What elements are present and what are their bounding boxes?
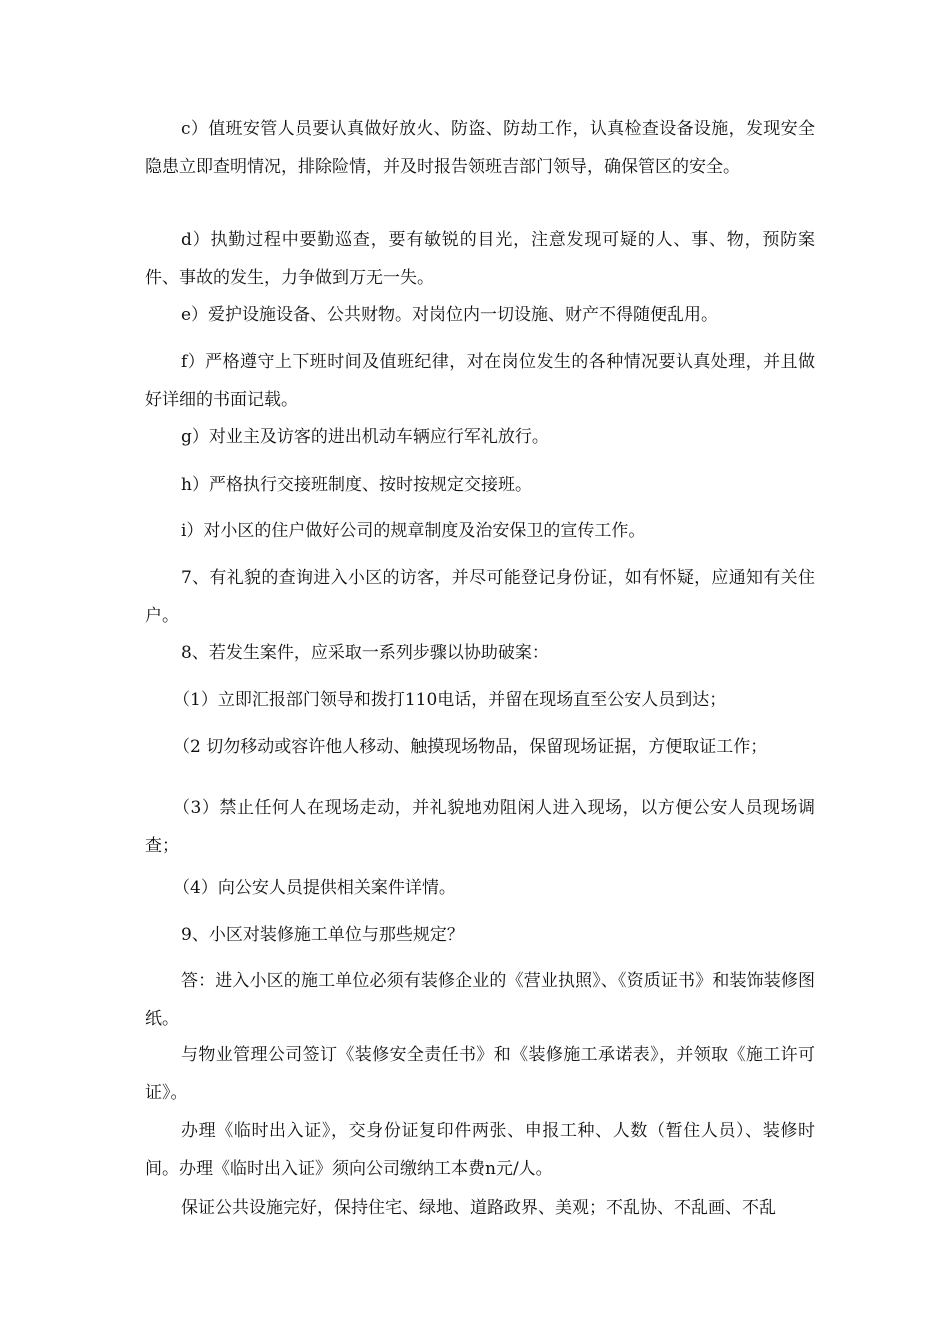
paragraph-8-step-1: （1）立即汇报部门领导和拨打110电话，并留在现场直至公安人员到达； [173,690,727,710]
paragraph-answer: 答：进入小区的施工单位必须有装修企业的《营业执照》、《资质证书》和装饰装修图纸。 [145,971,815,1029]
paragraph-7: 7、有礼貌的查询进入小区的访客，并尽可能登记身份证，如有怀疑，应通知有关住户。 [145,568,815,626]
paragraph-8-step-3: （3）禁止任何人在现场走动，并礼貌地劝阻闲人进入现场，以方便公安人员现场调查； [145,798,815,856]
paragraph-8: 8、若发生案件，应采取一系列步骤以协助破案： [181,643,549,663]
paragraph-pass: 办理《临时出入证》，交身份证复印件两张、申报工种、人数（暂住人员）、装修时间。办理《临时出入证》须向公司缴纳工本费n元/人。 [145,1121,815,1179]
paragraph-8-step-2: （2 切勿移动或容许他人移动、触摸现场物品，保留现场证据，方便取证工作； [173,737,768,757]
paragraph-9: 9、小区对装修施工单位与那些规定？ [181,925,464,945]
paragraph-contract: 与物业管理公司签订《装修安全责任书》和《装修施工承诺表》，并领取《施工许可证》。 [145,1045,815,1103]
paragraph-d: d）执勤过程中要勤巡查，要有敏锐的目光，注意发现可疑的人、事、物，预防案件、事故的发生，力争做到万无一失。 [145,230,815,288]
paragraph-g: g）对业主及访客的进出机动车辆应行军礼放行。 [181,427,549,447]
paragraph-h: h）严格执行交接班制度、按时按规定交接班。 [181,475,532,495]
paragraph-8-step-4: （4）向公安人员提供相关案件详情。 [173,878,456,898]
paragraph-e: e）爱护设施设备、公共财物。对岗位内一切设施、财产不得随便乱用。 [181,305,719,325]
paragraph-c: c）值班安管人员要认真做好放火、防盗、防劫工作，认真检查设备设施，发现安全隐患立即查明情况，排除险情，并及时报告领班吉部门领导，确保管区的安全。 [145,119,815,177]
paragraph-i: i）对小区的住户做好公司的规章制度及治安保卫的宣传工作。 [181,521,646,541]
paragraph-f: f）严格遵守上下班时间及值班纪律，对在岗位发生的各种情况要认真处理，并且做好详细的书面记载。 [145,352,815,410]
paragraph-public-facilities: 保证公共设施完好，保持住宅、绿地、道路政界、美观；不乱协、不乱画、不乱 [181,1198,776,1218]
